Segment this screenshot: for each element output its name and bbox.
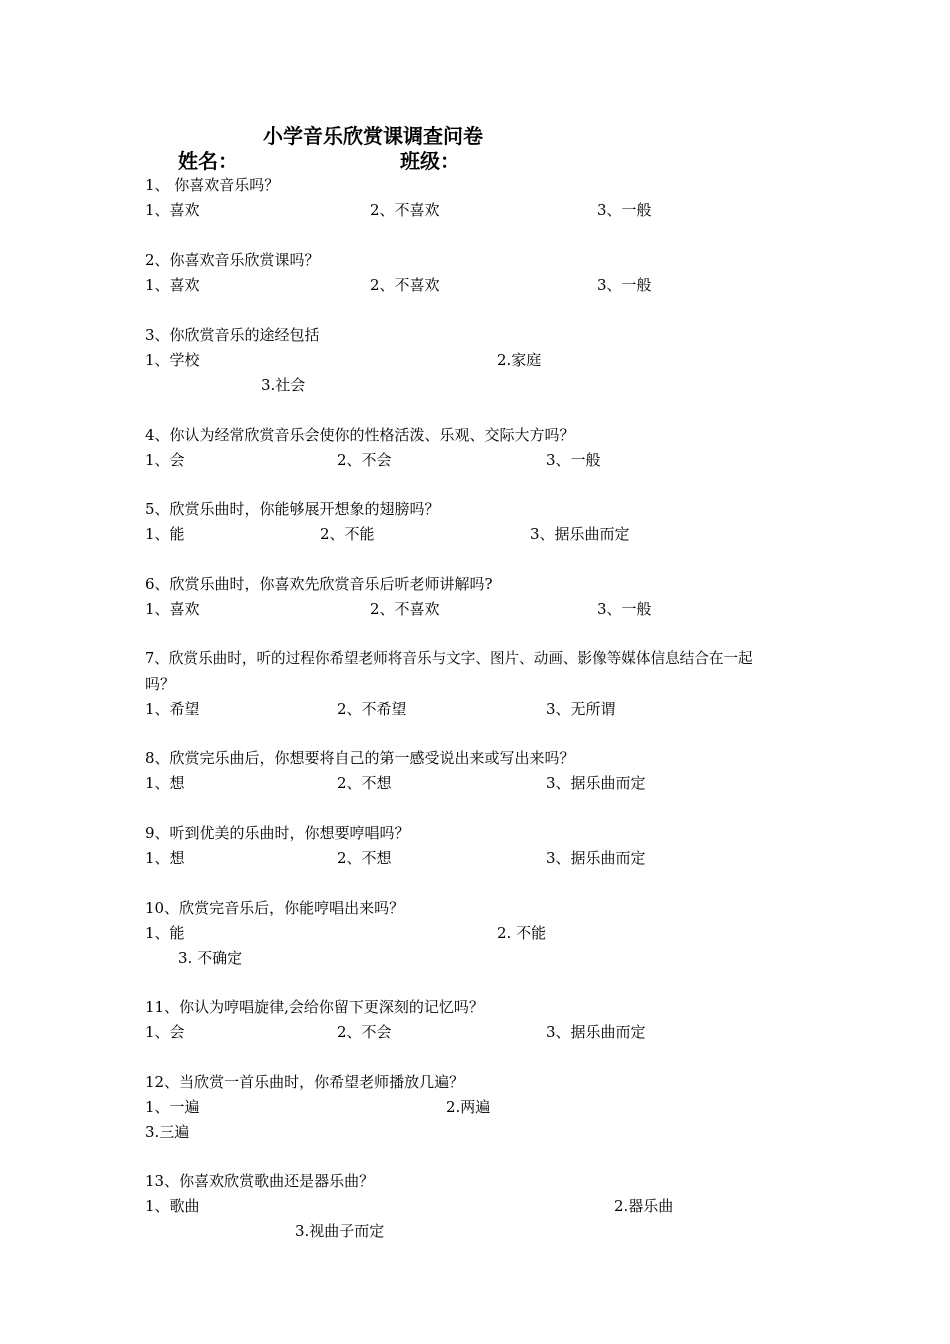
option: 1、喜欢 [145, 600, 200, 618]
option: 3. 不确定 [178, 949, 243, 967]
option: 1、想 [145, 774, 185, 792]
option: 2、不能 [320, 525, 375, 543]
option: 3、据乐曲而定 [546, 774, 646, 792]
option: 2、不希望 [337, 700, 407, 718]
option: 1、希望 [145, 700, 200, 718]
option: 1、歌曲 [145, 1197, 200, 1215]
option: 1、一遍 [145, 1098, 200, 1116]
option: 1、会 [145, 1023, 185, 1041]
option: 3、一般 [597, 600, 652, 618]
option: 3、据乐曲而定 [546, 849, 646, 867]
question-text: 3、你欣赏音乐的途经包括 [145, 326, 320, 344]
option: 1、能 [145, 525, 185, 543]
question-text-continued: 吗？ [145, 675, 176, 693]
option: 2、不喜欢 [370, 201, 440, 219]
option: 3.三遍 [145, 1123, 190, 1141]
option: 2.器乐曲 [614, 1197, 674, 1215]
option: 2、不想 [337, 774, 392, 792]
option: 2.两遍 [446, 1098, 491, 1116]
option: 2、不想 [337, 849, 392, 867]
page-title: 小学音乐欣赏课调查问卷 [263, 124, 483, 148]
option: 2、不喜欢 [370, 600, 440, 618]
option: 3、一般 [597, 201, 652, 219]
option: 1、喜欢 [145, 201, 200, 219]
option: 3.社会 [261, 376, 306, 394]
question-text: 10、欣赏完音乐后，你能哼唱出来吗？ [145, 899, 405, 917]
question-text: 5、欣赏乐曲时，你能够展开想象的翅膀吗？ [145, 500, 440, 518]
option: 2、不会 [337, 1023, 392, 1041]
question-text: 6、欣赏乐曲时，你喜欢先欣赏音乐后听老师讲解吗? [145, 575, 493, 593]
question-text: 12、当欣赏一首乐曲时，你希望老师播放几遍？ [145, 1073, 465, 1091]
option: 2.家庭 [497, 351, 542, 369]
option: 3.视曲子而定 [295, 1222, 385, 1240]
option: 1、能 [145, 924, 185, 942]
option: 2、不会 [337, 451, 392, 469]
question-text: 1、 你喜欢音乐吗？ [145, 176, 280, 194]
question-text: 11、你认为哼唱旋律,会给你留下更深刻的记忆吗？ [145, 998, 484, 1016]
question-text: 8、欣赏完乐曲后，你想要将自己的第一感受说出来或写出来吗？ [145, 749, 575, 767]
name-label: 姓名： [178, 149, 238, 173]
option: 2. 不能 [497, 924, 547, 942]
option: 3、据乐曲而定 [530, 525, 630, 543]
class-label: 班级： [400, 149, 460, 173]
option: 3、据乐曲而定 [546, 1023, 646, 1041]
question-text: 13、你喜欢欣赏歌曲还是器乐曲？ [145, 1172, 375, 1190]
option: 1、想 [145, 849, 185, 867]
question-text: 2、你喜欢音乐欣赏课吗？ [145, 251, 320, 269]
option: 2、不喜欢 [370, 276, 440, 294]
question-text: 7、欣赏乐曲时，听的过程你希望老师将音乐与文字、图片、动画、影像等媒体信息结合在一起 [145, 650, 753, 667]
option: 1、会 [145, 451, 185, 469]
option: 1、学校 [145, 351, 200, 369]
option: 3、一般 [546, 451, 601, 469]
question-text: 9、听到优美的乐曲时，你想要哼唱吗？ [145, 824, 410, 842]
option: 3、一般 [597, 276, 652, 294]
option: 3、无所谓 [546, 700, 616, 718]
option: 1、喜欢 [145, 276, 200, 294]
question-text: 4、你认为经常欣赏音乐会使你的性格活泼、乐观、交际大方吗？ [145, 426, 575, 444]
